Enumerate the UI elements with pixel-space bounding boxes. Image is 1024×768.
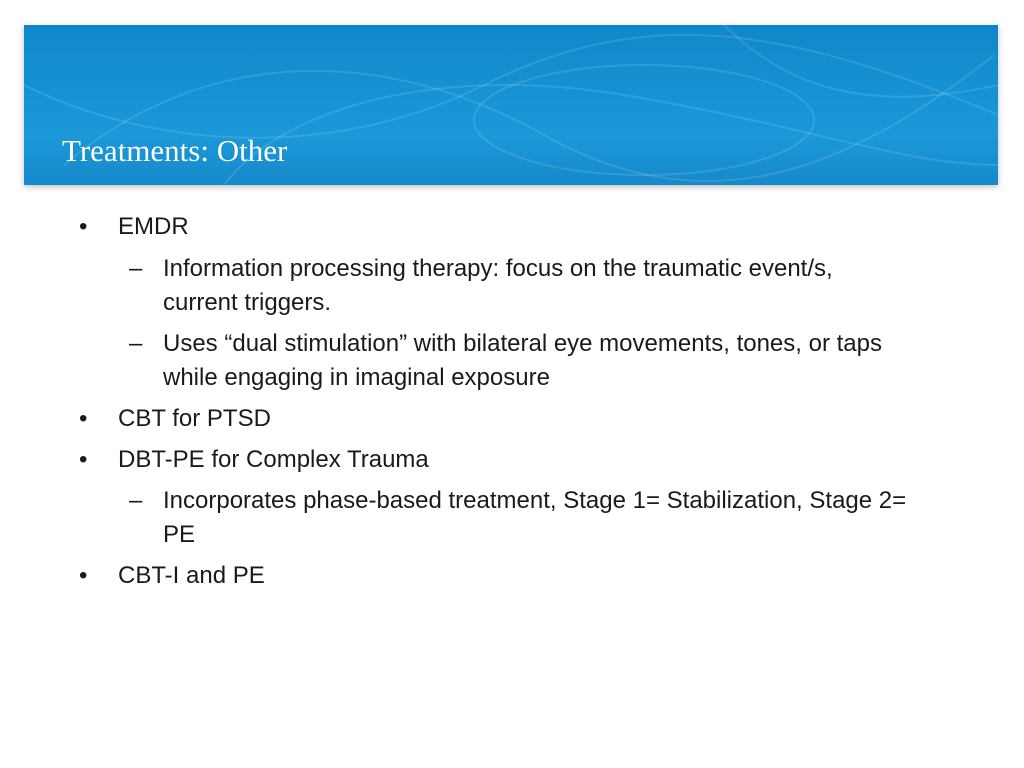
bullet-item-cbt-i-pe: CBT-I and PE: [118, 562, 265, 589]
slide-title: Treatments: Other: [62, 133, 288, 168]
sub-item-line: current triggers.: [163, 289, 332, 316]
sub-bullet-marker: –: [129, 255, 143, 282]
sub-item-line: PE: [163, 521, 196, 548]
sub-item-line: Uses “dual stimulation” with bilateral eye movements, tones, or taps: [163, 330, 882, 357]
sub-item-line: Incorporates phase-based treatment, Stage 1= Stabilization, Stage 2=: [163, 487, 907, 514]
sub-item-line: Information processing therapy: focus on the traumatic event/s,: [163, 255, 833, 282]
sub-bullet-marker: –: [129, 487, 143, 514]
bullet-marker: •: [79, 562, 88, 589]
bullet-marker: •: [79, 213, 88, 240]
bullet-marker: •: [79, 405, 88, 432]
bullet-marker: •: [79, 446, 88, 473]
bullet-item-emdr: EMDR: [118, 213, 189, 240]
bullet-item-dbt-pe: DBT-PE for Complex Trauma: [118, 446, 429, 473]
bullet-item-cbt-ptsd: CBT for PTSD: [118, 405, 271, 432]
sub-bullet-marker: –: [129, 330, 143, 357]
sub-item-line: while engaging in imaginal exposure: [163, 364, 550, 391]
